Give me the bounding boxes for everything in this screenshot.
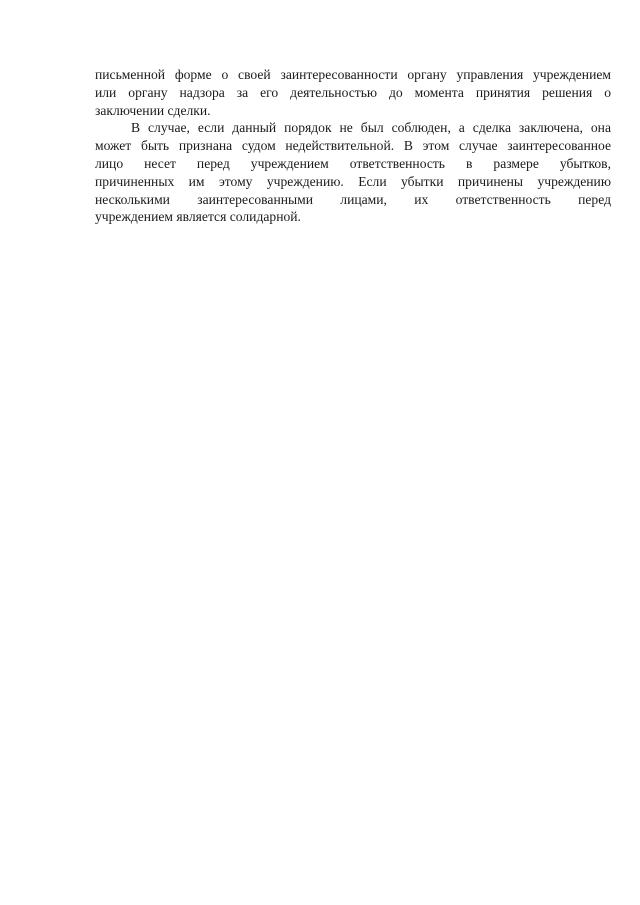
paragraph-2-line-4: причиненных им этому учреждению. Если убытки причинены учреждению — [95, 173, 611, 189]
paragraph-2 — [95, 119, 611, 226]
paragraph-1-line-2: или органу надзора за его деятельностью до момента принятия решения о — [95, 84, 611, 100]
document-body — [95, 66, 611, 226]
paragraph-2-line-2: может быть признана судом недействительной. В этом случае заинтересованное — [95, 138, 611, 154]
paragraph-1 — [95, 66, 611, 119]
paragraph-2-line-5: несколькими заинтересованными лицами, их ответственность перед — [95, 191, 611, 207]
paragraph-2-line-3: лицо несет перед учреждением ответственность в размере убытков, — [95, 155, 611, 171]
paragraph-1-line-3: заключении сделки. — [95, 102, 211, 118]
paragraph-1-line-1: письменной форме о своей заинтересованности органу управления учреждением — [95, 67, 611, 82]
paragraph-2-line-6: учреждением является солидарной. — [95, 209, 301, 225]
paragraph-2-line-1: В случае, если данный порядок не был соблюден, а сделка заключена, она — [131, 120, 611, 136]
